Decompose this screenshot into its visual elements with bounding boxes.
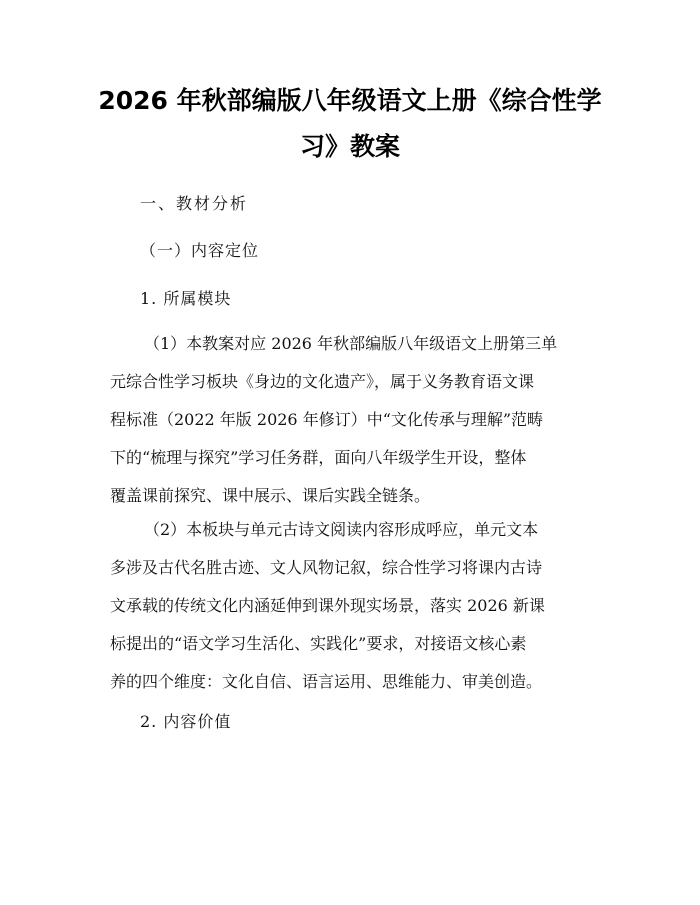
paragraph-line: 程标准（2022 年版 2026 年修订）中“文化传承与理解”范畴: [110, 410, 544, 429]
paragraph-line: 标提出的“语文学习生活化、实践化”要求，对接语文核心素: [110, 634, 527, 653]
item-heading-module: 1. 所属模块: [140, 289, 232, 308]
paragraph-line: 文承载的传统文化内涵延伸到课外现实场景，落实 2026 新课: [110, 596, 545, 615]
item-heading-content-value: 2. 内容价值: [140, 712, 232, 731]
document-title-line-2: 习》教案: [299, 132, 400, 161]
paragraph-line: 覆盖课前探究、课中展示、课后实践全链条。: [110, 486, 431, 505]
paragraph-line: 元综合性学习板块《身边的文化遗产》，属于义务教育语文课: [110, 372, 535, 391]
subsection-heading-content-positioning: （一）内容定位: [140, 241, 260, 260]
paragraph-line: 养的四个维度：文化自信、语言运用、思维能力、审美创造。: [110, 672, 543, 691]
section-heading-textbook-analysis: 一、教材分析: [140, 194, 249, 213]
paragraph-1: [110, 334, 600, 524]
paragraph-line: （2）本板块与单元古诗文阅读内容形成呼应，单元文本: [144, 520, 539, 539]
paragraph-line: 多涉及古代名胜古迹、文人风物记叙，综合性学习将课内古诗: [110, 558, 543, 577]
paragraph-2: [110, 520, 600, 710]
paragraph-line: （1）本教案对应 2026 年秋部编版八年级语文上册第三单: [144, 334, 558, 353]
document-title-line-1: 2026 年秋部编版八年级语文上册《综合性学: [98, 86, 602, 115]
paragraph-line: 下的“梳理与探究”学习任务群，面向八年级学生开设，整体: [110, 448, 527, 467]
